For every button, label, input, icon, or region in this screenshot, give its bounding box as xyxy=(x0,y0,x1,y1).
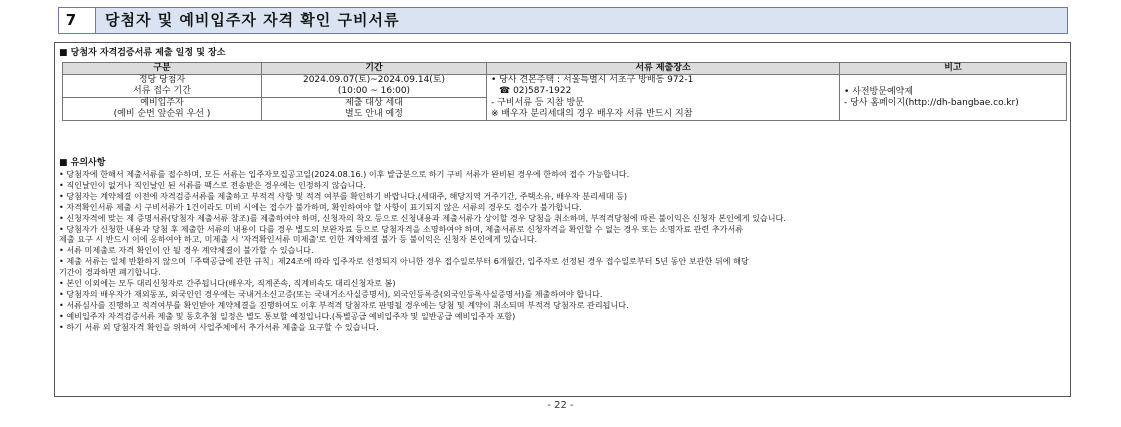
section-header xyxy=(58,7,1068,34)
cell-line: • 당사 견본주택 : 서울특별시 서초구 방배동 972-1 xyxy=(491,75,694,86)
cell-line: (예비 순번 앞순위 우선 ) xyxy=(113,109,211,119)
list-item: • 하기 서류 외 당첨자격 확인을 위하여 사업주체에서 추가서류 제출을 요구할 수 있습니다. xyxy=(59,321,379,332)
list-item: • 제출 서류는 일체 반환하지 않으며「주택공급에 관한 규칙」제24조에 따라 입주자로 선정되지 아니한 경우 접수일로부터 6개월간, 입주자로 선정된 경우 접수일로부터 5년 동안 보관한 뒤에 해당 xyxy=(59,256,749,267)
list-item: • 서류 미제출로 자격 확인이 안 될 경우 계약체결이 불가할 수 있습니다. xyxy=(59,245,314,256)
cell-line: • 사전방문예약제 xyxy=(844,86,914,97)
category-cell xyxy=(63,98,262,121)
cell-line: 정당 당첨자 xyxy=(138,75,186,85)
list-item: • 자격확인서류 제출 시 구비서류가 1건이라도 미비 시에는 접수가 불가하며, 확인하여야 할 사항이 표기되지 않은 서류의 경우도 접수가 불가합니다. xyxy=(59,201,582,212)
list-item: • 직인날인이 없거나 직인날인 된 서류를 팩스로 전송받은 경우에는 인정하지 않습니다. xyxy=(59,179,366,190)
section-number: 7 xyxy=(59,8,84,33)
list-item: • 예비입주자 자격검증서류 제출 및 동호추첨 일정은 별도 통보할 예정입니다.(특별공급 예비입주자 및 일반공급 예비입주자 포함) xyxy=(59,310,516,321)
list-item: • 신청자격에 맞는 제 증명서류(당첨자 제출서류 참조)를 제출하여야 하며, 신청자의 착오 등으로 신청내용과 제출서류가 상이할 경우 당첨을 취소하며, 부적격당첨에 따른 불이익은 신청자 본인에게 있습니다. xyxy=(59,212,786,223)
content-frame xyxy=(54,42,1071,397)
header-period: 기간 xyxy=(262,63,487,75)
schedule-heading: ■ 당첨자 자격검증서류 제출 일정 및 장소 xyxy=(59,48,226,58)
remarks-cell xyxy=(840,75,1067,121)
list-item: • 본인 이외에는 모두 대리신청자로 간주됩니다(배우자, 직계존속, 직계비속도 대리신청자로 봄) xyxy=(59,278,396,289)
cell-line: 예비입주자 xyxy=(140,98,184,108)
category-cell xyxy=(63,75,262,98)
table-header-row xyxy=(63,63,1067,75)
cell-line: 2024.09.07(토)~2024.09.14(토) xyxy=(302,75,446,85)
phone-number: ☎ 02)587-1922 xyxy=(499,86,572,97)
cell-line: - 당사 홈페이지(http://dh-bangbae.co.kr) xyxy=(844,97,1019,108)
header-place: 서류 제출장소 xyxy=(487,63,840,75)
list-item: 제출 요구 시 반드시 이에 응하여야 하고, 미제출 시 '자격확인서류 미제출'로 인한 계약체결 불가 등 불이익은 신청자 본인에게 있습니다. xyxy=(59,234,538,245)
cell-line: 제출 대상 세대 xyxy=(345,98,403,108)
list-item: • 당첨자는 계약체결 이전에 자격검증서류를 제출하고 부적격 사항 및 적격 여부를 확인하기 바랍니다.(세대주, 해당지역 거주기간, 주택소유, 배우자 분리세대 등) xyxy=(59,190,628,201)
cell-line: 서류 접수 기간 xyxy=(133,86,191,96)
header-remarks: 비고 xyxy=(840,63,1067,75)
list-item: 기간이 경과하면 폐기합니다. xyxy=(59,267,161,278)
cell-line: (10:00 ~ 16:00) xyxy=(337,86,411,96)
list-item: • 당첨자가 신청한 내용과 당첨 후 제출한 서류의 내용이 다를 경우 별도의 보완자료 등으로 당첨자격을 소명하여야 하며, 제출서류로 신청자격을 확인할 수 없는 경우 또는 소명자료 관련 추가서류 xyxy=(59,223,744,234)
cell-line: 별도 안내 예정 xyxy=(345,109,403,119)
list-item: • 당첨자에 한해서 제출서류를 접수하며, 모든 서류는 입주자모집공고일(2024.08.16.) 이후 발급분으로 하기 구비 서류가 완비된 경우에 한하여 접수 가능합니다. xyxy=(59,169,630,179)
period-cell xyxy=(262,75,487,98)
notes-heading: ■ 유의사항 xyxy=(59,158,106,168)
header-category: 구분 xyxy=(63,63,262,75)
cell-line: - 구비서류 등 지참 방문 xyxy=(491,97,584,108)
section-title: 당첨자 및 예비입주자 자격 확인 구비서류 xyxy=(105,11,400,29)
list-item: • 서류심사를 진행하고 적격여부를 확인받아 계약체결을 진행하여도 이후 부적격 당첨자로 판명될 경우에는 당첨 및 계약이 취소되며 부적격 당첨자로 관리됩니다. xyxy=(59,299,629,310)
place-cell xyxy=(487,75,840,98)
notes-list xyxy=(59,169,786,333)
place-cell xyxy=(487,98,840,121)
list-item: • 당첨자의 배우자가 재외동포, 외국인인 경우에는 국내거소신고증(또는 국내거소사실증명서), 외국인등록증(외국인등록사실증명서)를 제출하여야 합니다. xyxy=(59,288,603,299)
cell-line: ※ 배우자 분리세대의 경우 배우자 서류 반드시 지참 xyxy=(491,108,693,119)
schedule-table xyxy=(62,62,1067,121)
header-divider xyxy=(83,8,96,33)
page-number: - 22 - xyxy=(547,400,574,411)
period-cell xyxy=(262,98,487,121)
table-row xyxy=(63,75,1067,98)
